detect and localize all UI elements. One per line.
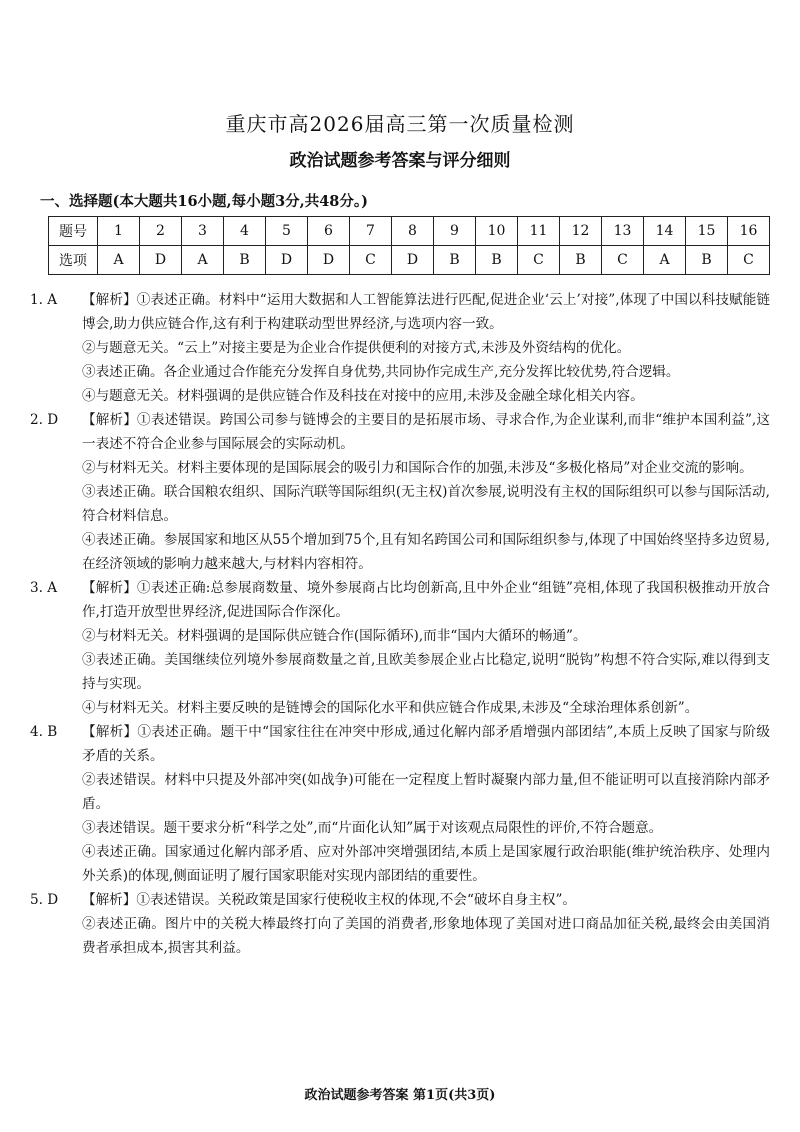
explanation-body <box>82 888 770 960</box>
answer-option-cell: C <box>602 246 644 275</box>
explanation-paragraph: ③表述正确。联合国粮农组织、国际汽联等国际组织(无主权)首次参展,说明没有主权的国际组织可以参与国际活动,符合材料信息。 <box>82 484 770 524</box>
answer-option-cell: D <box>140 246 182 275</box>
answer-option-cell: B <box>686 246 728 275</box>
question-explanation <box>30 288 770 408</box>
question-number-cell: 10 <box>476 217 518 246</box>
explanation-paragraph: ④与题意无关。材料强调的是供应链合作及科技在对接中的应用,未涉及金融全球化相关内容。 <box>82 388 644 404</box>
answer-option-cell: A <box>98 246 140 275</box>
answer-option-cell: D <box>266 246 308 275</box>
page-footer: 政治试题参考答案 第1页(共3页) <box>304 1088 496 1103</box>
question-explanation <box>30 408 770 576</box>
answer-option-cell: B <box>434 246 476 275</box>
question-explanation <box>30 720 770 888</box>
explanation-body <box>82 576 770 720</box>
question-number-cell: 12 <box>560 217 602 246</box>
question-answer-label: 2. D <box>30 412 59 428</box>
explanation-paragraph: 【解析】①表述正确。题干中“国家往往在冲突中形成,通过化解内部矛盾增强内部团结”,本质上反映了国家与阶级矛盾的关系。 <box>82 724 770 764</box>
explanation-paragraph: ②与材料无关。材料主要体现的是国际展会的吸引力和国际合作的加强,未涉及“多极化格局”对企业交流的影响。 <box>82 460 753 476</box>
answer-option-cell: B <box>476 246 518 275</box>
explanation-paragraph: 【解析】①表述错误。关税政策是国家行使税收主权的体现,不会“破坏自身主权”。 <box>82 892 576 908</box>
section-heading: 一、选择题(本大题共16小题,每小题3分,共48分。) <box>40 193 369 210</box>
question-number-cell: 2 <box>140 217 182 246</box>
explanation-paragraph: ③表述正确。各企业通过合作能充分发挥自身优势,共同协作完成生产,充分发挥比较优势,符合逻辑。 <box>82 364 680 380</box>
explanation-body <box>82 720 770 888</box>
answer-option-cell: D <box>392 246 434 275</box>
explanation-paragraph: ②表述错误。材料中只提及外部冲突(如战争)可能在一定程度上暂时凝聚内部力量,但不能证明可以直接消除内部矛盾。 <box>82 772 770 812</box>
explanation-paragraph: ②与题意无关。“云上”对接主要是为企业合作提供便利的对接方式,未涉及外资结构的优化。 <box>82 340 631 356</box>
question-number-cell: 14 <box>644 217 686 246</box>
question-number-cell: 1 <box>98 217 140 246</box>
answer-option-cell: A <box>644 246 686 275</box>
explanation-paragraph: ④表述正确。国家通过化解内部矛盾、应对外部冲突增强团结,本质上是国家履行政治职能(维护统治秩序、处理内外关系)的体现,侧面证明了履行国家职能对实现内部团结的重要性。 <box>82 844 770 884</box>
page-subtitle: 政治试题参考答案与评分细则 <box>289 151 511 171</box>
answer-table-row-label: 题号 <box>49 217 98 246</box>
question-number-cell: 4 <box>224 217 266 246</box>
question-number-cell: 7 <box>350 217 392 246</box>
answer-option-cell: C <box>728 246 770 275</box>
explanation-paragraph: ②与材料无关。材料强调的是国际供应链合作(国际循环),而非“国内大循环的畅通”。 <box>82 628 587 644</box>
question-number-cell: 5 <box>266 217 308 246</box>
explanation-body <box>82 288 770 408</box>
explanation-paragraph: ③表述错误。题干要求分析“科学之处”,而“片面化认知”属于对该观点局限性的评价,不符合题意。 <box>82 820 663 836</box>
page-title: 重庆市高2026届高三第一次质量检测 <box>225 112 575 136</box>
answer-option-cell: B <box>560 246 602 275</box>
answer-option-cell: C <box>350 246 392 275</box>
question-explanation <box>30 576 770 720</box>
question-number-cell: 9 <box>434 217 476 246</box>
question-answer-label: 1. A <box>30 292 58 308</box>
question-number-cell: 6 <box>308 217 350 246</box>
question-number-cell: 11 <box>518 217 560 246</box>
answer-table <box>48 216 770 275</box>
question-answer-label: 5. D <box>30 892 59 908</box>
answer-table-option-row <box>49 246 770 275</box>
question-number-cell: 16 <box>728 217 770 246</box>
explanation-paragraph: ②表述正确。图片中的关税大棒最终打向了美国的消费者,形象地体现了美国对进口商品加征关税,最终会由美国消费者承担成本,损害其利益。 <box>82 916 770 956</box>
explanation-paragraph: ④与材料无关。材料主要反映的是链博会的国际化水平和供应链合作成果,未涉及“全球治理体系创新”。 <box>82 700 699 716</box>
question-answer-label: 3. A <box>30 580 58 596</box>
question-explanation <box>30 888 770 960</box>
explanation-paragraph: ④表述正确。参展国家和地区从55个增加到75个,且有知名跨国公司和国际组织参与,体现了中国始终坚持多边贸易,在经济领域的影响力越来越大,与材料内容相符。 <box>82 532 770 572</box>
explanation-body <box>82 408 770 576</box>
explanation-paragraph: 【解析】①表述正确:总参展商数量、境外参展商占比均创新高,且中外企业“组链”亮相,体现了我国积极推动开放合作,打造开放型世界经济,促进国际合作深化。 <box>82 580 770 620</box>
answer-table-number-row <box>49 217 770 246</box>
answer-table-row-label: 选项 <box>49 246 98 275</box>
answer-option-cell: C <box>518 246 560 275</box>
answer-option-cell: A <box>182 246 224 275</box>
question-number-cell: 15 <box>686 217 728 246</box>
question-number-cell: 8 <box>392 217 434 246</box>
explanation-paragraph: ③表述正确。美国继续位列境外参展商数量之首,且欧美参展企业占比稳定,说明“脱钩”构想不符合实际,难以得到支持与实现。 <box>82 652 770 692</box>
explanations <box>30 288 770 960</box>
explanation-paragraph: 【解析】①表述错误。跨国公司参与链博会的主要目的是拓展市场、寻求合作,为企业谋利,而非“维护本国利益”,这一表述不符合企业参与国际展会的实际动机。 <box>82 412 770 452</box>
question-number-cell: 3 <box>182 217 224 246</box>
explanation-paragraph: 【解析】①表述正确。材料中“运用大数据和人工智能算法进行匹配,促进企业‘云上’对接”,体现了中国以科技赋能链博会,助力供应链合作,这有利于构建联动型世界经济,与选项内容一致。 <box>82 292 770 332</box>
answer-option-cell: D <box>308 246 350 275</box>
answer-option-cell: B <box>224 246 266 275</box>
question-number-cell: 13 <box>602 217 644 246</box>
question-answer-label: 4. B <box>30 724 58 740</box>
